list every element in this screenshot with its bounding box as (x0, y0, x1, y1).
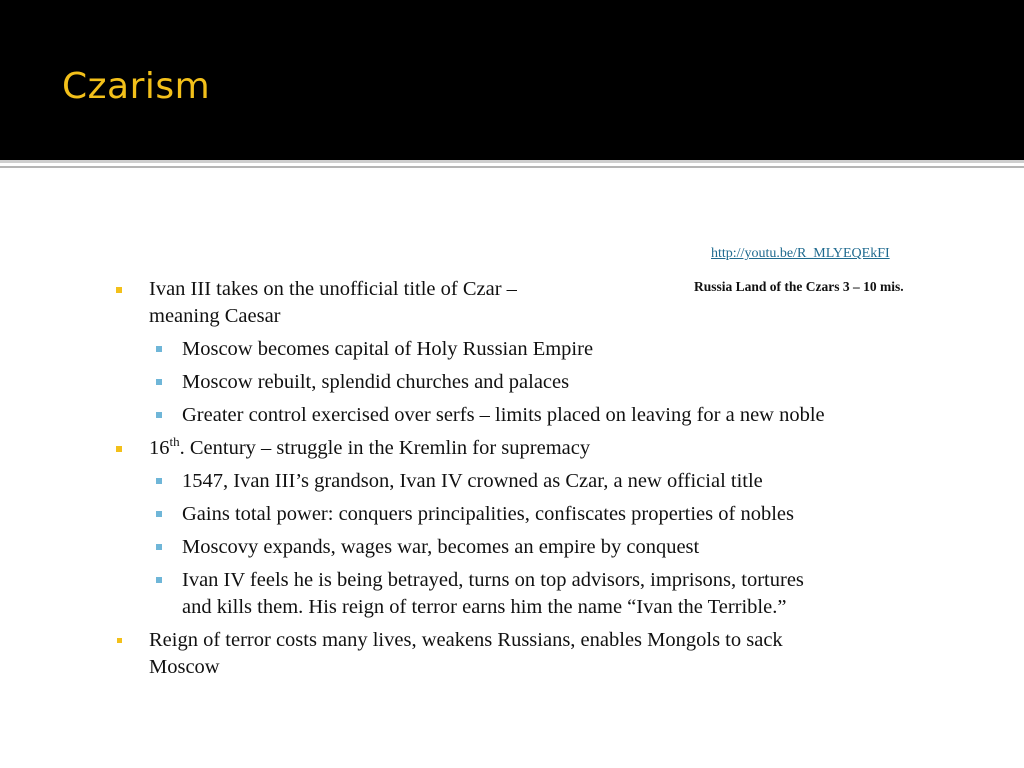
sub-bullet-item: 1547, Ivan III’s grandson, Ivan IV crowned as Czar, a new official title (182, 470, 763, 492)
sub-bullet-marker-icon (156, 577, 162, 583)
century-number: 16 (149, 437, 170, 459)
bullet-item (149, 435, 590, 462)
bullet-item-continuation: meaning Caesar (149, 305, 281, 327)
sub-bullet-marker-icon (156, 412, 162, 418)
video-caption: Russia Land of the Czars 3 – 10 mis. (694, 279, 904, 294)
sub-bullet-item-continuation: and kills them. His reign of terror earns him the name “Ivan the Terrible.” (182, 596, 787, 618)
sub-bullet-marker-icon (156, 478, 162, 484)
century-text: . Century – struggle in the Kremlin for supremacy (179, 437, 591, 459)
header-divider (0, 160, 1024, 163)
sub-bullet-marker-icon (156, 511, 162, 517)
sub-bullet-item: Greater control exercised over serfs – limits placed on leaving for a new noble (182, 404, 825, 426)
slide-title: Czarism (62, 66, 211, 107)
sub-bullet-item: Gains total power: conquers principalities, confiscates properties of nobles (182, 503, 794, 525)
sub-bullet-item: Ivan IV feels he is being betrayed, turns on top advisors, imprisons, tortures (182, 569, 804, 591)
bullet-marker-icon (117, 638, 122, 643)
video-link[interactable]: http://youtu.be/R_MLYEQEkFI (711, 246, 890, 261)
bullet-item: Reign of terror costs many lives, weakens Russians, enables Mongols to sack (149, 629, 783, 651)
bullet-item: Ivan III takes on the unofficial title of Czar – (149, 278, 517, 300)
sub-bullet-marker-icon (156, 379, 162, 385)
header-divider-lower (0, 166, 1024, 168)
century-suffix: th (169, 434, 180, 450)
sub-bullet-item: Moscow becomes capital of Holy Russian Empire (182, 338, 594, 360)
sub-bullet-item: Moscovy expands, wages war, becomes an empire by conquest (182, 536, 700, 558)
sub-bullet-marker-icon (156, 346, 162, 352)
sub-bullet-marker-icon (156, 544, 162, 550)
slide-header (0, 0, 1024, 160)
bullet-item-continuation: Moscow (149, 656, 220, 678)
bullet-marker-icon (116, 287, 122, 293)
sub-bullet-item: Moscow rebuilt, splendid churches and palaces (182, 371, 570, 393)
bullet-marker-icon (116, 446, 122, 452)
